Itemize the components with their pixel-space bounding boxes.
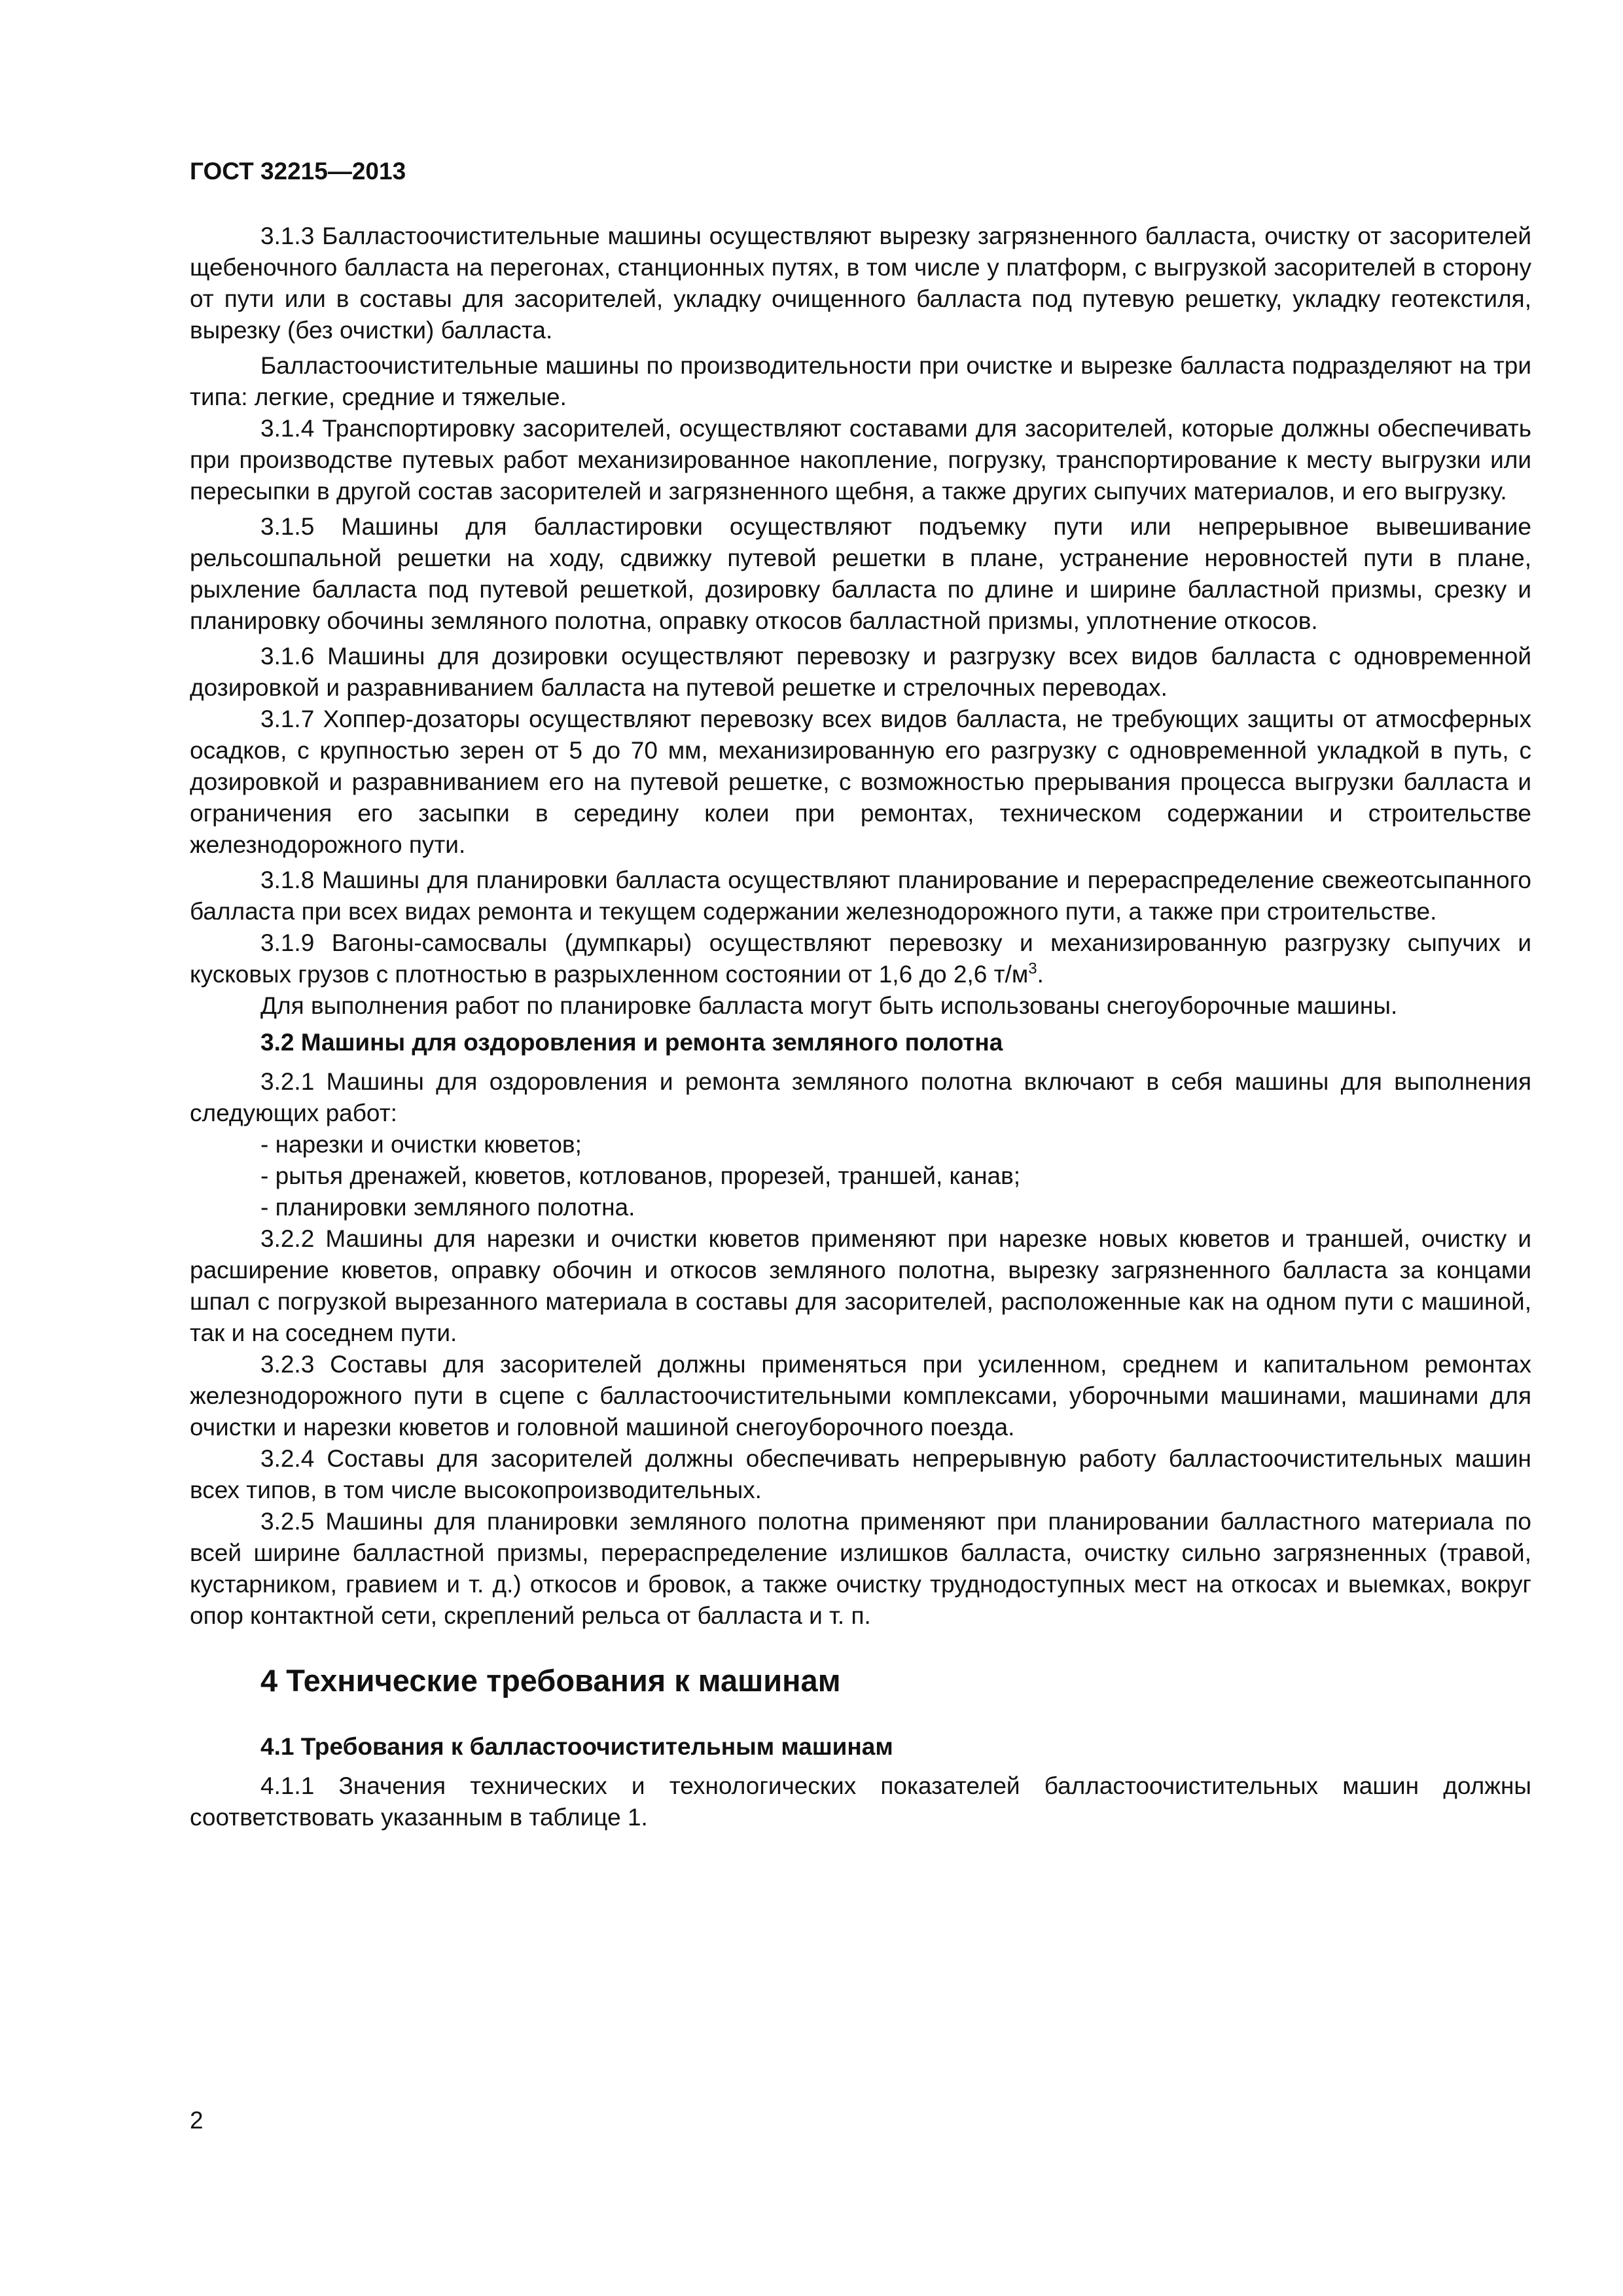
- paragraph-3-1-8: 3.1.8 Машины для планировки балласта осуществляют планирование и перераспределение свежеотсыпанного балласта при всех видах ремонта и текущем содержании железнодорожного пути, а также при строительстве.: [190, 867, 1531, 925]
- paragraph-3-1-3: 3.1.3 Балластоочистительные машины осуществляют вырезку загрязненного балласта, очистку от засорителей щебеночного балласта на перегонах, станционных путях, в том числе у платформ, с выгрузкой засорителей в сторону от пути или в составы для засорителей, укладку очищенного балласта под путевую решетку, укладку геотекстиля, вырезку (без очистки) балласта.: [190, 223, 1531, 344]
- paragraph-3-2-2: 3.2.2 Машины для нарезки и очистки кюветов применяют при нарезке новых кюветов и траншей, очистку и расширение кюветов, оправку обочин и откосов земляного полотна, вырезку загрязненного балласта за концами шпал с погрузкой вырезанного материала в составы для засорителей, расположенные как на одном пути с машиной, так и на соседнем пути.: [190, 1225, 1531, 1347]
- paragraph-3-2-4: 3.2.4 Составы для засорителей должны обеспечивать непрерывную работу балластоочистительных машин всех типов, в том числе высокопроизводительных.: [190, 1445, 1531, 1504]
- heading-4-1: 4.1 Требования к балластоочистительным машинам: [260, 1733, 893, 1761]
- paragraph-3-1-5: 3.1.5 Машины для балластировки осуществляют подъемку пути или непрерывное вывешивание рельсошпальной решетки на ходу, сдвижку путевой решетки в плане, устранение неровностей пути в плане, рыхление балласта под путевой решеткой, дозировку балласта по длине и ширине балластной призмы, срезку и планировку обочины земляного полотна, оправку откосов балластной призмы, уплотнение откосов.: [190, 513, 1531, 635]
- paragraph-3-2-3: 3.2.3 Составы для засорителей должны применяться при усиленном, среднем и капитальном ремонтах железнодорожного пути в сцепе с балластоочистительными комплексами, уборочными машинами, машинами для очистки и нарезки кюветов и головной машиной снегоуборочного поезда.: [190, 1351, 1531, 1441]
- paragraph-3-1-7: 3.1.7 Хоппер-дозаторы осуществляют перевозку всех видов балласта, не требующих защиты от атмосферных осадков, с крупностью зерен от 5 до 70 мм, механизированную его разгрузку с одновременной укладкой в путь, с дозировкой и разравниванием его на путевой решетке, с возможностью прерывания процесса выгрузки балласта и ограничения его засыпки в середину колеи при ремонтах, техническом содержании и строительстве железнодорожного пути.: [190, 706, 1531, 859]
- paragraph-3-1-6: 3.1.6 Машины для дозировки осуществляют перевозку и разгрузку всех видов балласта с одновременной дозировкой и разравниванием балласта на путевой решетке и стрелочных переводах.: [190, 643, 1531, 702]
- paragraph-3-1-4: 3.1.4 Транспортировку засорителей, осуществляют составами для засорителей, которые должны обеспечивать при производстве путевых работ механизированное накопление, погрузку, транспортирование к месту выгрузки или пересыпки в другой состав засорителей и загрязненного щебня, а также других сыпучих материалов, и его выгрузку.: [190, 415, 1531, 505]
- paragraph-4-1-1: 4.1.1 Значения технических и технологических показателей балластоочистительных машин должны соответствовать указанным в таблице 1.: [190, 1772, 1531, 1831]
- paragraph-3-1-9: [190, 927, 1531, 990]
- document-code-header: ГОСТ 32215—2013: [190, 158, 406, 185]
- works-list: [190, 1129, 1531, 1223]
- list-item: - планировки земляного полотна.: [260, 1192, 1531, 1223]
- paragraph-3-2-1: 3.2.1 Машины для оздоровления и ремонта земляного полотна включают в себя машины для выполнения следующих работ:: [190, 1068, 1531, 1127]
- heading-3-2: 3.2 Машины для оздоровления и ремонта земляного полотна: [260, 1029, 1003, 1056]
- document-page: [190, 157, 1531, 1833]
- heading-4: 4 Технические требования к машинам: [260, 1663, 841, 1698]
- paragraph-3-1-9-snow: Для выполнения работ по планировке балласта могут быть использованы снегоуборочные машины.: [260, 992, 1398, 1020]
- paragraph-3-2-5: 3.2.5 Машины для планировки земляного полотна применяют при планировании балластного материала по всей ширине балластной призмы, перераспределение излишков балласта, очистку сильно загрязненных (травой, кустарником, гравием и т. д.) откосов и бровок, а также очистку труднодоступных мест на откосах и выемках, вокруг опор контактной сети, скреплений рельса от балласта и т. п.: [190, 1508, 1531, 1630]
- paragraph-3-1-3-types: Балластоочистительные машины по производительности при очистке и вырезке балласта подразделяют на три типа: легкие, средние и тяжелые.: [190, 352, 1531, 411]
- paragraph-3-1-9-period: .: [1037, 961, 1044, 988]
- list-item: - рытья дренажей, кюветов, котлованов, прорезей, траншей, канав;: [260, 1160, 1531, 1192]
- cubic-superscript: 3: [1028, 960, 1037, 978]
- list-item: - нарезки и очистки кюветов;: [260, 1129, 1531, 1160]
- paragraph-3-1-9-text: 3.1.9 Вагоны-самосвалы (думпкары) осуществляют перевозку и механизированную разгрузку сыпучих и кусковых грузов с плотностью в разрыхленном состоянии от 1,6 до 2,6 т/м: [190, 929, 1531, 988]
- page-number: 2: [190, 2107, 204, 2134]
